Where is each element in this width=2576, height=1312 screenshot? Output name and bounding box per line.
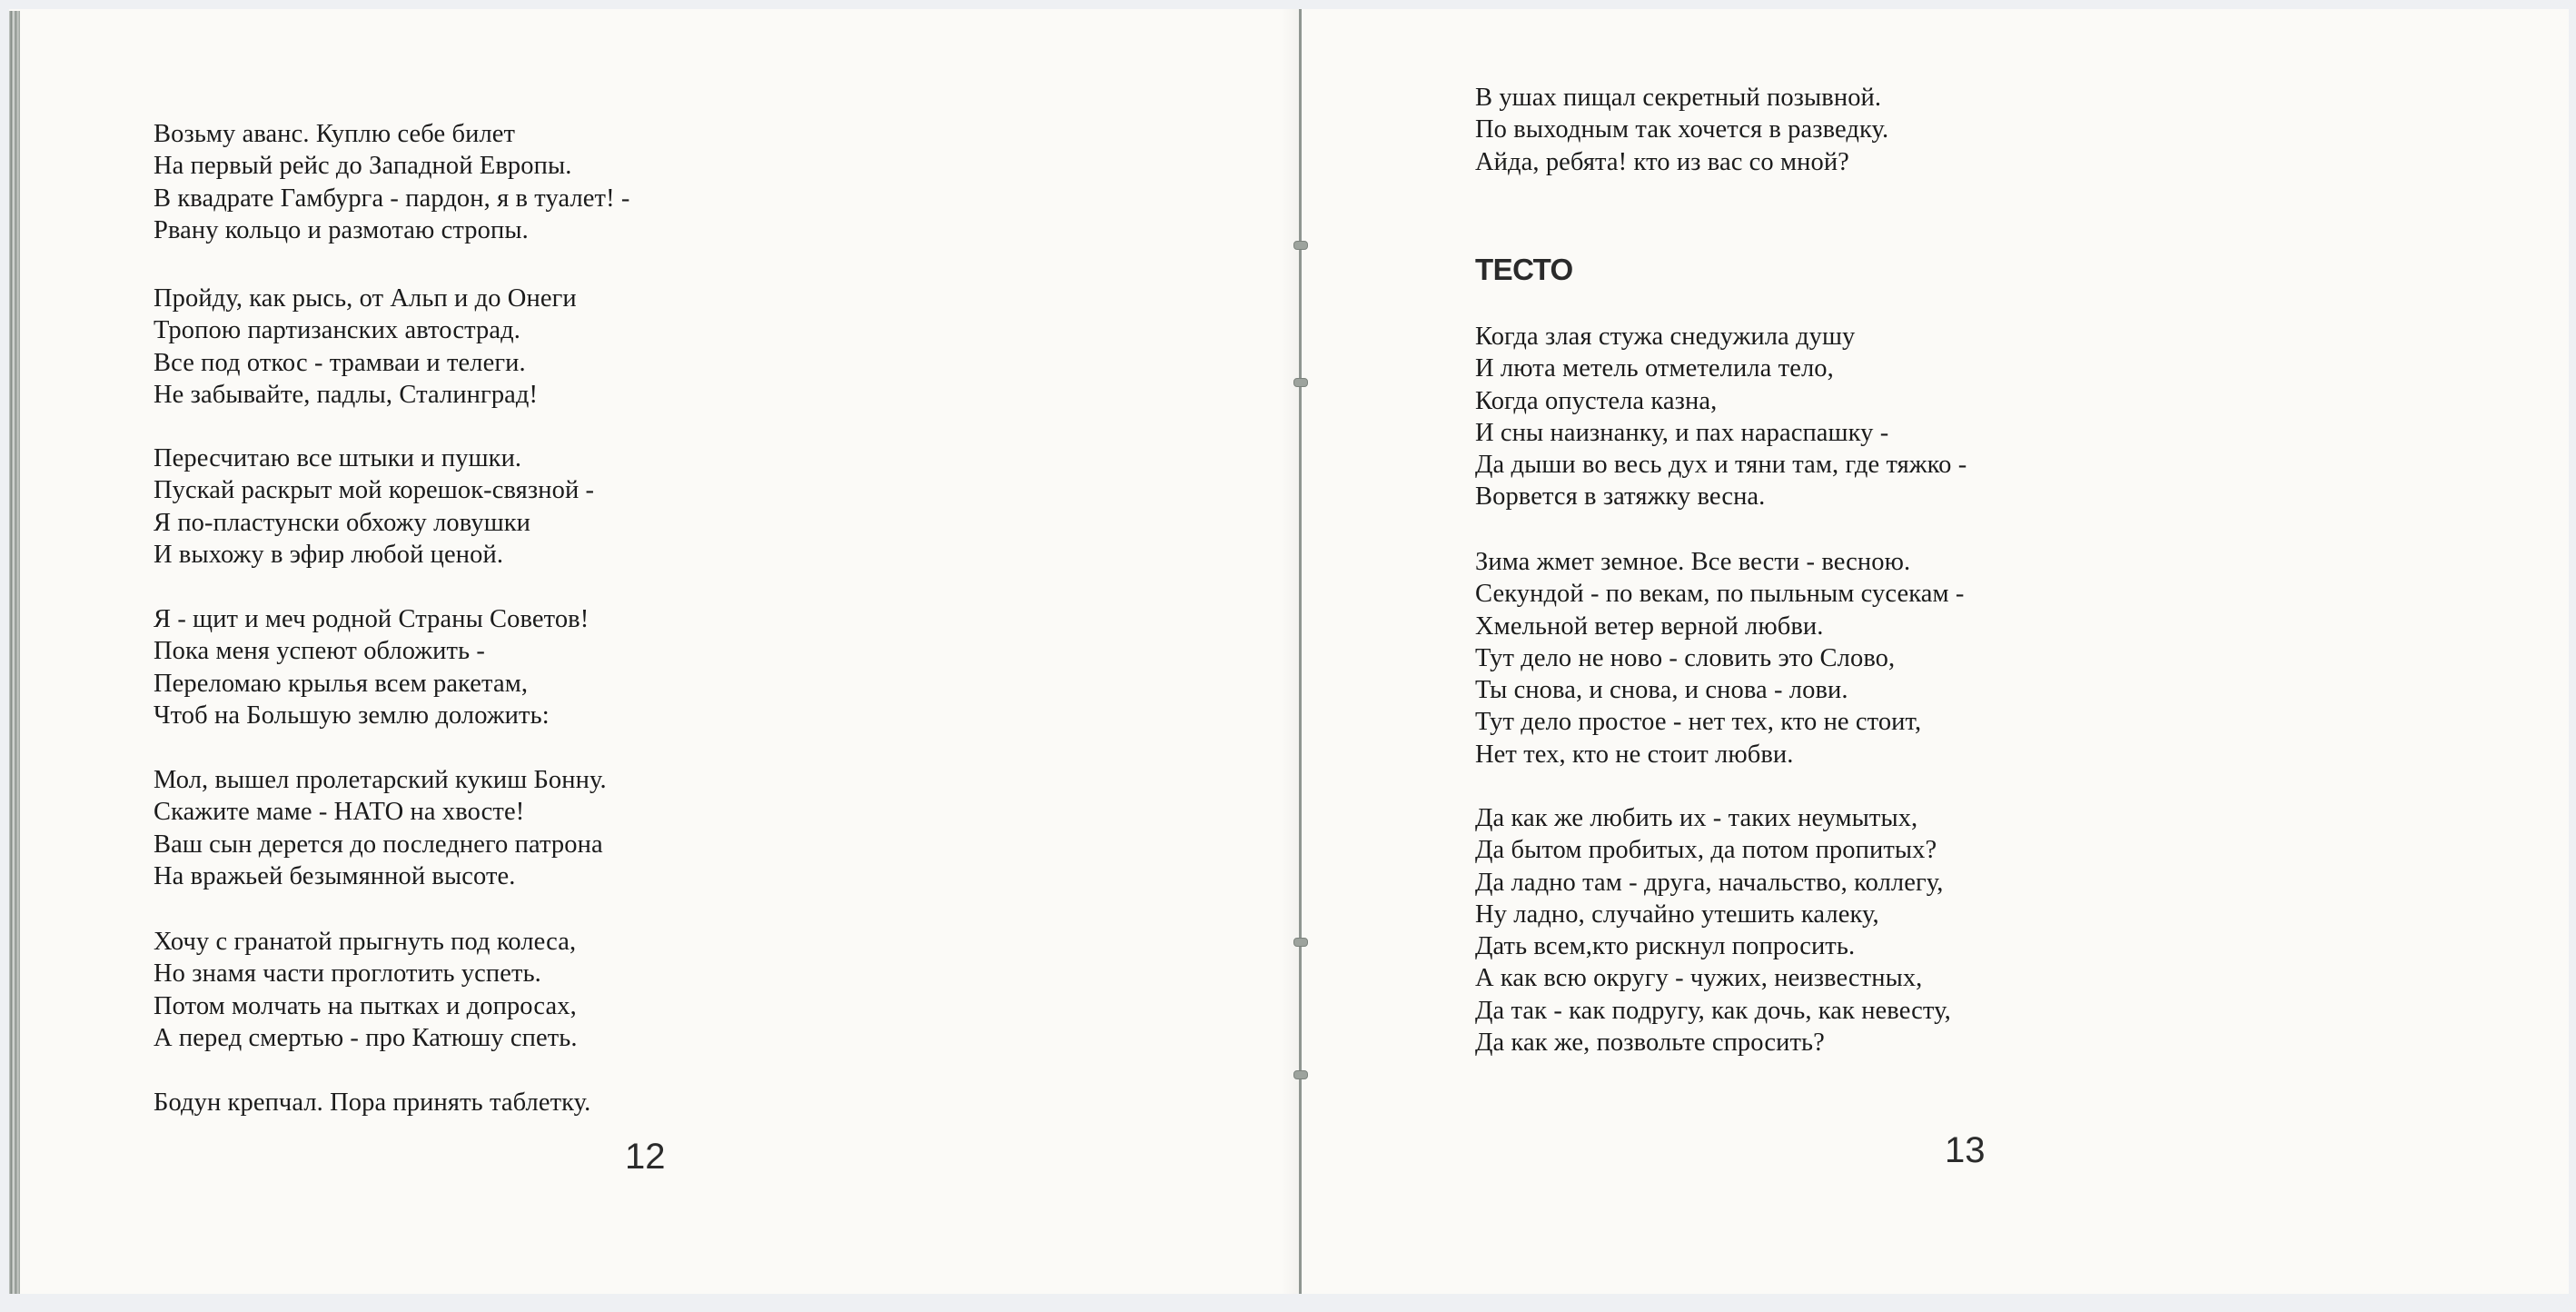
verse-line: Когда злая стужа снедужила душу (1475, 323, 1856, 351)
verse-line: Потом молчать на пытках и допросах, (154, 991, 577, 1020)
verse-line: Возьму аванс. Куплю себе билет (154, 120, 516, 148)
stanza (154, 283, 577, 411)
verse-line: Когда опустела казна, (1475, 386, 1718, 415)
verse-line: Нет тех, кто не стоит любви. (1475, 740, 1794, 769)
verse-line: На вражьей безымянной высоте. (154, 861, 516, 890)
verse-line: Бодун крепчал. Пора принять таблетку. (154, 1088, 591, 1117)
staple-lower (1293, 938, 1308, 947)
verse-line: Пересчитаю все штыки и пушки. (154, 444, 522, 472)
verse-line: Переломаю крылья всем ракетам, (154, 669, 529, 698)
verse-line: Ты снова, и снова, и снова - лови. (1475, 676, 1848, 705)
verse-line: Мол, вышел пролетарский кукиш Бонну. (154, 766, 607, 794)
verse-line: Дать всем,кто рискнул попросить. (1475, 932, 1856, 961)
verse-line: Да как же любить их - таких неумытых, (1475, 804, 1918, 832)
stanza (154, 442, 594, 571)
verse-line: Пройду, как рысь, от Альп и до Онеги (154, 284, 577, 313)
verse-line: Зима жмет земное. Все вести - весною. (1475, 548, 1911, 576)
verse-line: Чтоб на Большую землю доложить: (154, 701, 550, 730)
verse-line: Да так - как подругу, как дочь, как невесту, (1475, 996, 1951, 1025)
verse-line: Не забывайте, падлы, Сталинград! (154, 380, 539, 409)
verse-line: Да ладно там - друга, начальство, коллегу, (1475, 868, 1944, 897)
stanza (1475, 802, 1951, 1059)
verse-line: Ворвется в затяжку весна. (1475, 482, 1766, 512)
verse-line: Я - щит и меч родной Страны Советов! (154, 605, 590, 633)
verse-line: И сны наизнанку, и пах нараспашку - (1475, 418, 1889, 447)
verse-line: Все под откос - трамваи и телеги. (154, 348, 526, 377)
verse-line: Да дыши во весь дух и тяни там, где тяжко - (1475, 451, 1967, 480)
verse-line: И выхожу в эфир любой ценой. (154, 540, 504, 569)
verse-line: Хочу с гранатой прыгнуть под колеса, (154, 928, 577, 956)
verse-line: Ну ладно, случайно утешить калеку, (1475, 900, 1879, 929)
verse-line: В ушах пищал секретный позывной. (1475, 84, 1882, 112)
verse-line: И люта метель отметелила тело, (1475, 354, 1834, 383)
staple-bottom (1293, 1070, 1308, 1079)
stanza (154, 926, 578, 1054)
verse-line: Ваш сын дерется до последнего патрона (154, 830, 603, 859)
verse-line: Тут дело не ново - словить это Слово, (1475, 643, 1896, 672)
staple-top (1293, 241, 1308, 250)
verse-line: Тут дело простое - нет тех, кто не стоит, (1475, 708, 1922, 737)
stanza (154, 1087, 590, 1118)
verse-line: По выходным так хочется в разведку. (1475, 115, 1889, 144)
stanza (154, 603, 589, 731)
page-number: 12 (625, 1137, 666, 1177)
stanza (154, 764, 607, 892)
stanza (1475, 546, 1964, 770)
verse-line: Пока меня успеют обложить - (154, 637, 486, 666)
verse-line: Я по-пластунски обхожу ловушки (154, 508, 531, 537)
verse-line: Но знамя части проглотить успеть. (154, 959, 541, 989)
verse-line: Рвану кольцо и размотаю стропы. (154, 215, 529, 244)
verse-line: На первый рейс до Западной Европы. (154, 152, 572, 181)
verse-line: Да как же, позвольте спросить? (1475, 1029, 1825, 1058)
poem-title: ТЕСТО (1475, 253, 1573, 286)
verse-line: Секундой - по векам, по пыльным сусекам - (1475, 580, 1965, 609)
page-edges (9, 11, 20, 1294)
book-spine (1299, 9, 1302, 1294)
verse-line: Пускай раскрыт мой корешок-связной - (154, 476, 595, 505)
verse-line: Айда, ребята! кто из вас со мной? (1475, 147, 1849, 176)
verse-line: Скажите маме - НАТО на хвосте! (154, 798, 525, 827)
verse-line: А перед смертью - про Катюшу спеть. (154, 1023, 578, 1052)
verse-line: А как всю округу - чужих, неизвестных, (1475, 964, 1923, 993)
stanza (1475, 321, 1967, 513)
stanza (154, 118, 629, 246)
spine-shadow (1281, 9, 1301, 1294)
staple-upper (1293, 378, 1308, 387)
page-number: 13 (1945, 1130, 1986, 1170)
verse-line: В квадрате Гамбурга - пардон, я в туалет! - (154, 184, 630, 213)
poem-continuation (1475, 82, 1888, 178)
verse-line: Да бытом пробитых, да потом пропитых? (1475, 836, 1937, 865)
verse-line: Тропою партизанских автострад. (154, 316, 520, 345)
verse-line: Хмельной ветер верной любви. (1475, 611, 1824, 641)
